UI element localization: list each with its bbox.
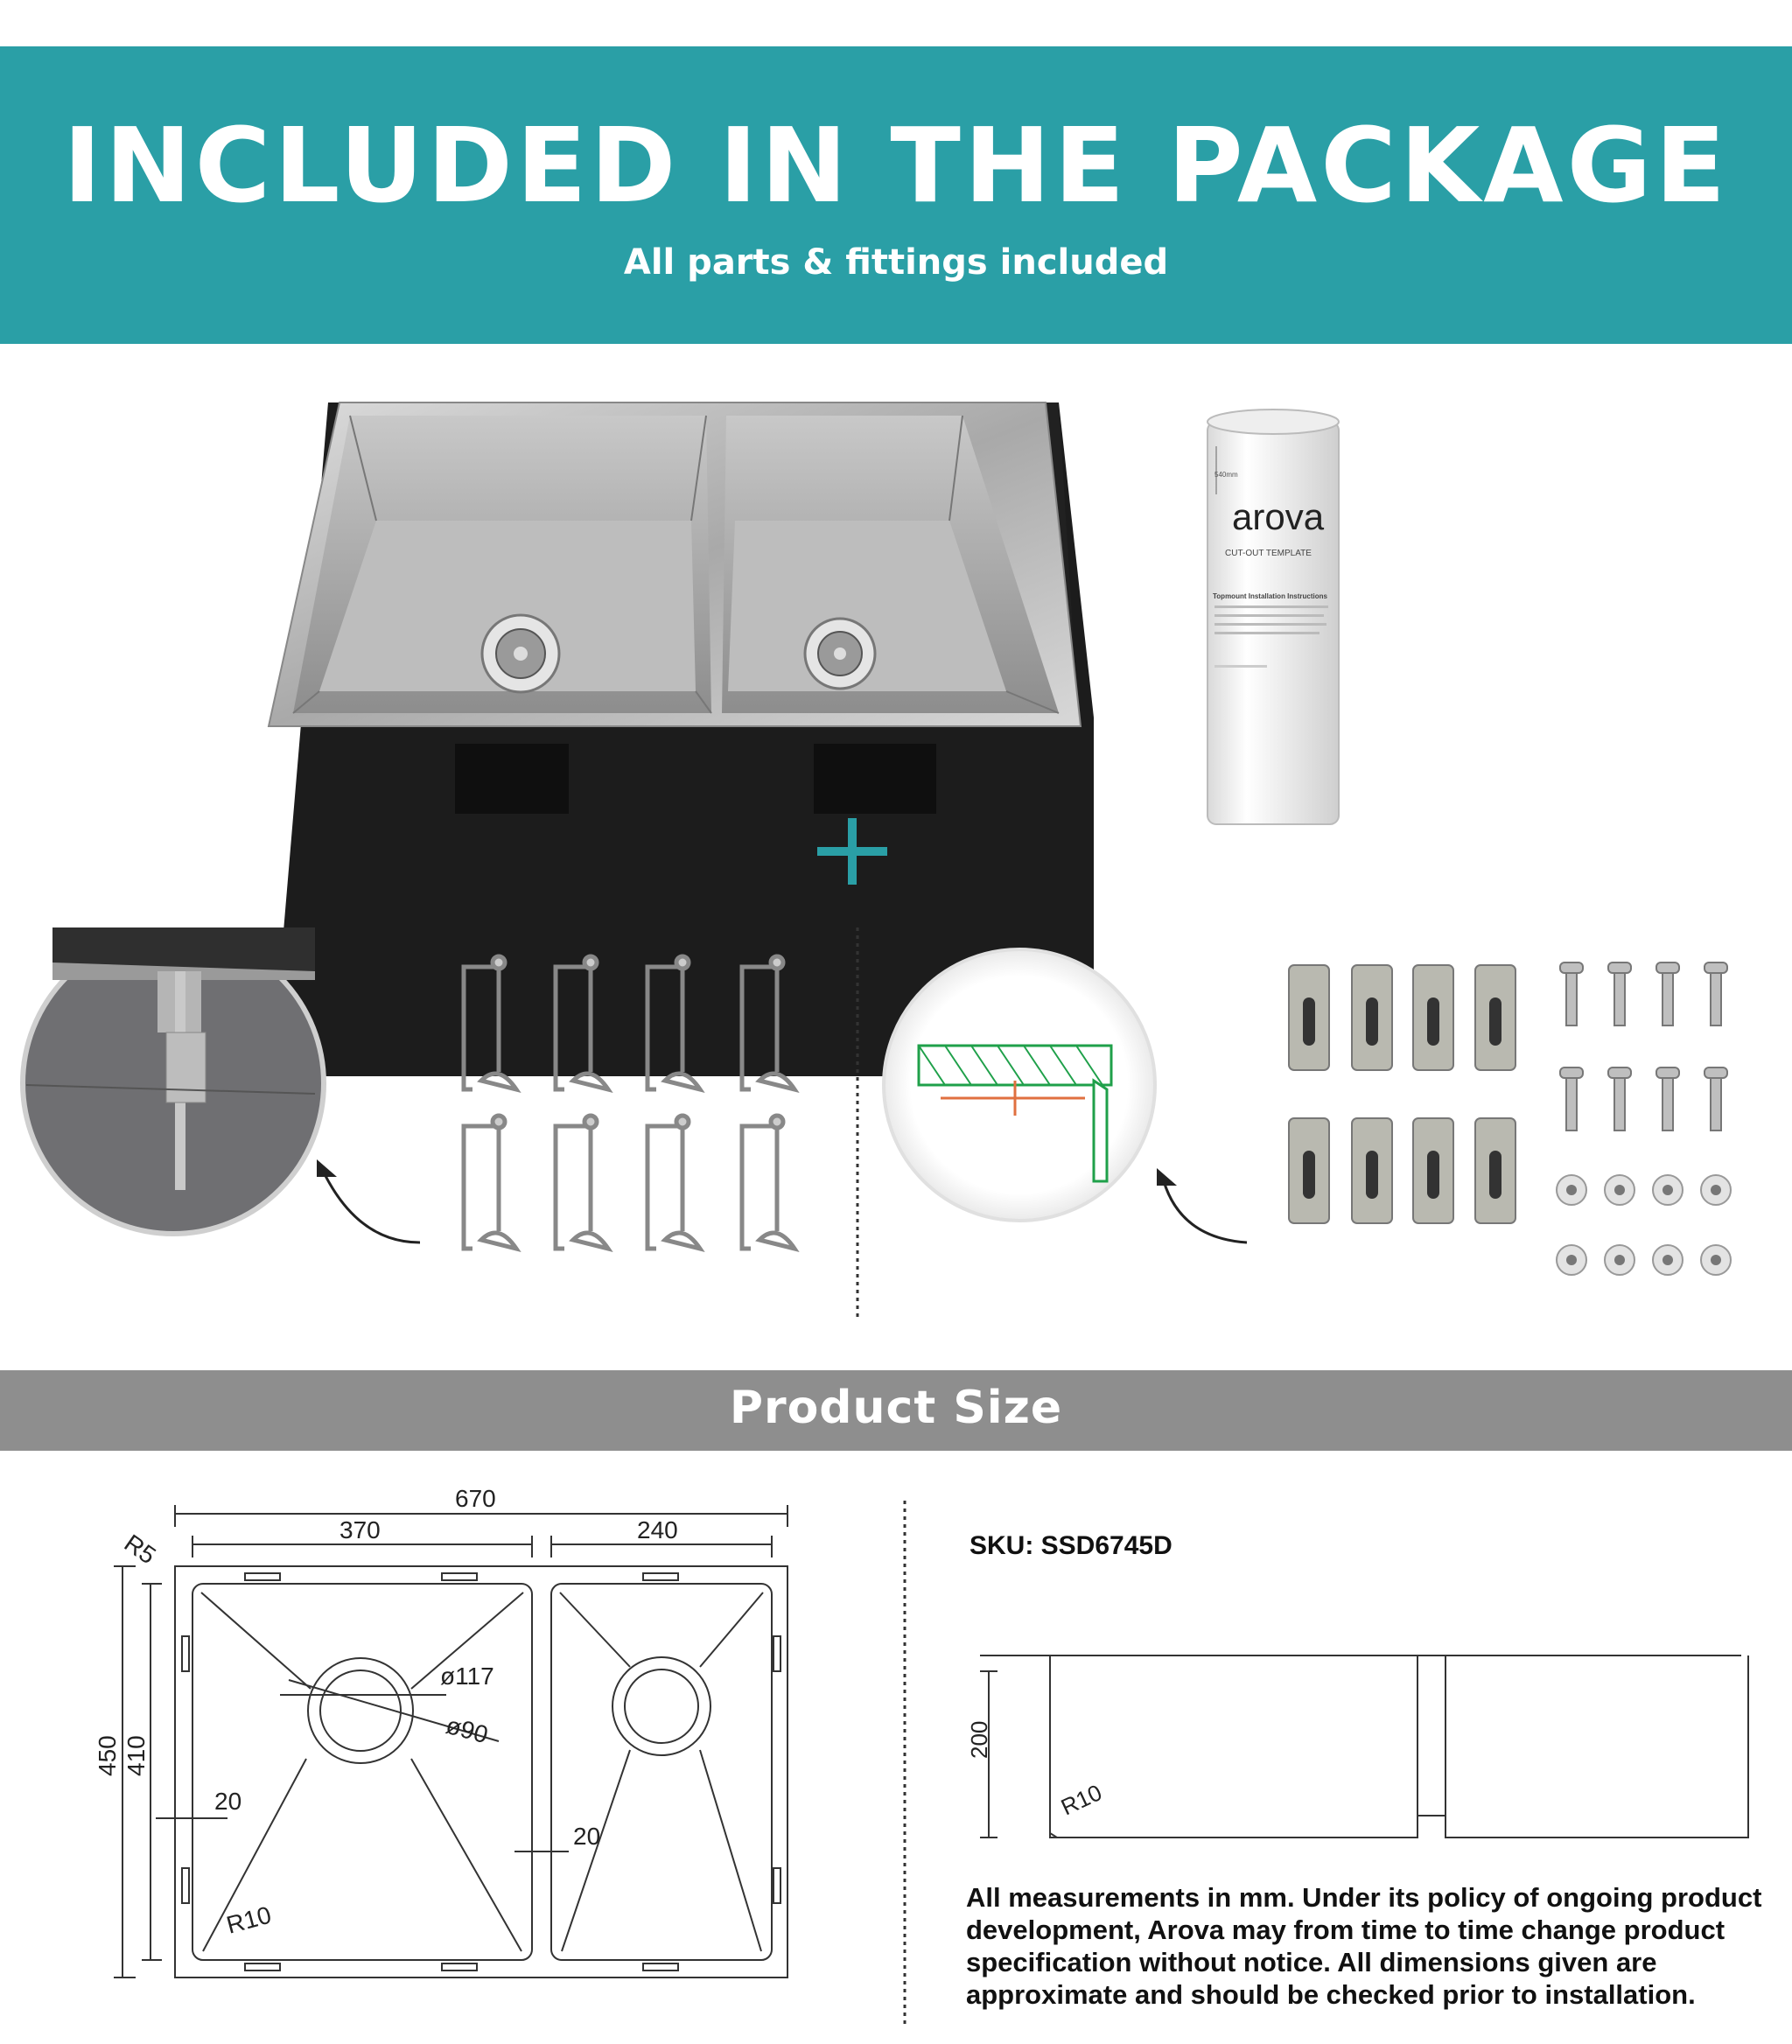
tube-size-mark: 540mm <box>1214 471 1238 479</box>
page-subtitle: All parts & fittings included <box>623 242 1169 283</box>
dim-117: ø117 <box>440 1662 494 1690</box>
dim-370: 370 <box>340 1516 381 1544</box>
page-title: INCLUDED IN THE PACKAGE <box>62 105 1730 226</box>
dim-450: 450 <box>94 1735 121 1776</box>
sku-label: SKU: SSD6745D <box>970 1531 1172 1560</box>
dim-240: 240 <box>637 1516 678 1544</box>
side-view-drawing <box>962 1636 1768 1864</box>
tube-instructions-title: Topmount Installation Instructions <box>1213 592 1327 600</box>
dim-r10: R10 <box>223 1900 275 1939</box>
product-size-title: Product Size <box>729 1382 1063 1434</box>
disclaimer-note: All measurements in mm. Under its policy of ongoing product development, Arova may from time to time change product specification without notice. All dimensions given are approximate and should be checked prior to installation. <box>966 1882 1762 2010</box>
bracket-set <box>1289 965 1516 1223</box>
tube-brand: arova <box>1232 496 1325 537</box>
dim-200: 200 <box>966 1720 992 1759</box>
dim-20-divider: 20 <box>573 1823 601 1850</box>
screw-set <box>1560 962 1727 1130</box>
dim-670: 670 <box>455 1485 496 1512</box>
package-illustration <box>0 368 1792 1365</box>
cutout-template-tube <box>1208 410 1339 824</box>
top-view-drawing <box>0 1479 875 2039</box>
dim-90: ø90 <box>443 1711 492 1749</box>
bracket-installation-zoom <box>884 949 1155 1221</box>
section-divider <box>901 1501 910 2026</box>
dim-r10-side: R10 <box>1056 1779 1106 1821</box>
dim-20-rim: 20 <box>214 1788 242 1815</box>
clamp-installation-zoom <box>23 928 324 1234</box>
dim-410: 410 <box>122 1735 150 1776</box>
nut-set <box>1557 1175 1731 1275</box>
tube-caption: CUT-OUT TEMPLATE <box>1225 549 1312 558</box>
dim-r5: R5 <box>119 1529 161 1570</box>
